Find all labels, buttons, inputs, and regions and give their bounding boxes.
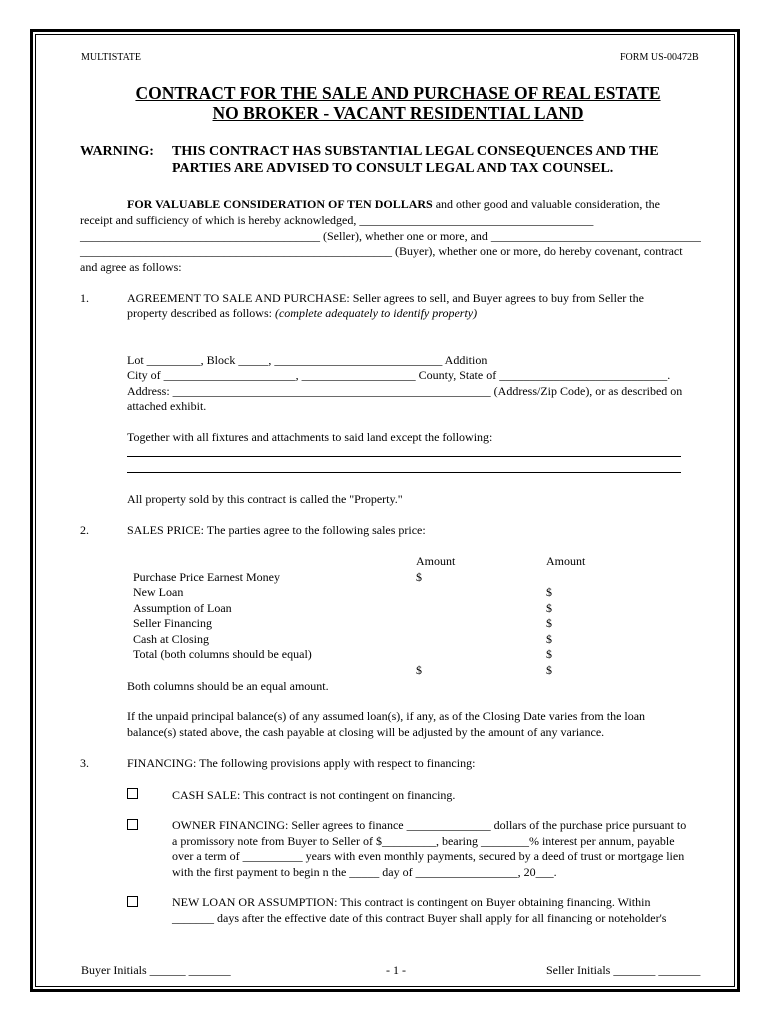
row-assumption-col2: $	[546, 601, 552, 615]
fixtures-blank-2	[127, 472, 681, 473]
section-2-number: 2.	[80, 523, 89, 537]
property-note: All property sold by this contract is called the "Property."	[127, 492, 403, 506]
intro-lead: FOR VALUABLE CONSIDERATION OF TEN DOLLARS	[127, 197, 433, 211]
section-1-heading: AGREEMENT TO SALE AND PURCHASE: Seller agrees to sell, and Buyer agrees to buy from Seller the	[127, 291, 644, 305]
fixtures-text: Together with all fixtures and attachments to said land except the following:	[127, 430, 493, 444]
row-new-loan-col2: $	[546, 585, 552, 599]
owner-financing-line-4: with the first payment to begin n the _____ day of _________________, 20___.	[172, 865, 557, 879]
title-line-1: CONTRACT FOR THE SALE AND PURCHASE OF REAL ESTATE	[135, 83, 661, 103]
seller-initials: Seller Initials _______ _______	[546, 963, 701, 977]
row-seller-financing-col2: $	[546, 616, 552, 630]
address-line: Address: _____________________________________________________ (Address/Zip Code), or as described on	[127, 384, 683, 398]
attached-exhibit: attached exhibit.	[127, 399, 207, 413]
header-left: MULTISTATE	[81, 52, 141, 63]
intro-line-3: ________________________________________ (Seller), whether one or more, and ___________________________________	[80, 229, 701, 243]
total-col2: $	[546, 663, 552, 677]
row-total-col2: $	[546, 647, 552, 661]
intro-line-4: ____________________________________________________ (Buyer), whether one or more, do hereby covenant, contract	[80, 244, 683, 258]
section-3-heading: FINANCING: The following provisions apply with respect to financing:	[127, 756, 476, 770]
section-1-line-2-italic: (complete adequately to identify property)	[274, 306, 478, 320]
row-assumption-label: Assumption of Loan	[133, 601, 232, 615]
cash-sale-text: CASH SALE: This contract is not contingent on financing.	[172, 788, 456, 802]
row-earnest-money-label: Purchase Price Earnest Money	[133, 570, 280, 584]
warning-label: WARNING:	[80, 144, 154, 159]
warning-line-1: THIS CONTRACT HAS SUBSTANTIAL LEGAL CONSEQUENCES AND THE	[172, 144, 659, 159]
amount-col2-header: Amount	[546, 554, 586, 568]
variance-line-2: balance(s) stated above, the cash payable at closing will be adjusted by the amount of any variance.	[127, 725, 605, 739]
variance-line-1: If the unpaid principal balance(s) of any assumed loan(s), if any, as of the Closing Date varies from the loan	[127, 709, 646, 723]
owner-financing-line-3: over a term of __________ years with even monthly payments, secured by a deed of trust or mortgage lien	[172, 849, 685, 863]
row-total-label: Total (both columns should be equal)	[133, 647, 312, 661]
new-loan-line-1: NEW LOAN OR ASSUMPTION: This contract is contingent on Buyer obtaining financing. Within	[172, 895, 651, 909]
intro-line-1	[127, 197, 660, 212]
owner-financing-checkbox[interactable]	[127, 819, 138, 830]
equal-note: Both columns should be an equal amount.	[127, 679, 329, 693]
lot-block-line: Lot _________, Block _____, ____________________________ Addition	[127, 353, 488, 367]
page-number: - 1 -	[386, 963, 406, 977]
amount-col1-header: Amount	[416, 554, 456, 568]
header-right: FORM US-00472B	[620, 52, 699, 63]
section-3-number: 3.	[80, 756, 89, 770]
owner-financing-line-1: OWNER FINANCING: Seller agrees to finance ______________ dollars of the purchase price pursuant to	[172, 818, 687, 832]
total-col1: $	[416, 663, 422, 677]
row-earnest-money-col1: $	[416, 570, 422, 584]
new-loan-line-2: _______ days after the effective date of this contract Buyer shall apply for all financing or noteholder's	[172, 911, 667, 925]
intro-line-5: and agree as follows:	[80, 260, 182, 274]
owner-financing-line-2: a promissory note from Buyer to Seller of $_________, bearing ________% interest per annum, payable	[172, 834, 675, 848]
fixtures-blank-1	[127, 456, 681, 457]
section-2-heading: SALES PRICE: The parties agree to the following sales price:	[127, 523, 426, 537]
buyer-initials: Buyer Initials ______ _______	[81, 963, 231, 977]
new-loan-checkbox[interactable]	[127, 896, 138, 907]
title-line-2: NO BROKER - VACANT RESIDENTIAL LAND	[212, 103, 584, 123]
intro-line-2: receipt and sufficiency of which is hereby acknowledged, _______________________________________	[80, 213, 594, 227]
row-seller-financing-label: Seller Financing	[133, 616, 212, 630]
section-1-line-2-text: property described as follows:	[127, 306, 275, 320]
cash-sale-checkbox[interactable]	[127, 788, 138, 799]
city-county-line: City of ______________________, ___________________ County, State of ____________________________.	[127, 368, 671, 382]
section-1-number: 1.	[80, 291, 89, 305]
row-new-loan-label: New Loan	[133, 585, 184, 599]
row-cash-closing-col2: $	[546, 632, 552, 646]
section-1-line-2	[127, 306, 477, 321]
warning-line-2: PARTIES ARE ADVISED TO CONSULT LEGAL AND TAX COUNSEL.	[172, 161, 614, 176]
intro-rest: and other good and valuable consideration, the	[432, 197, 660, 211]
row-cash-closing-label: Cash at Closing	[133, 632, 210, 646]
